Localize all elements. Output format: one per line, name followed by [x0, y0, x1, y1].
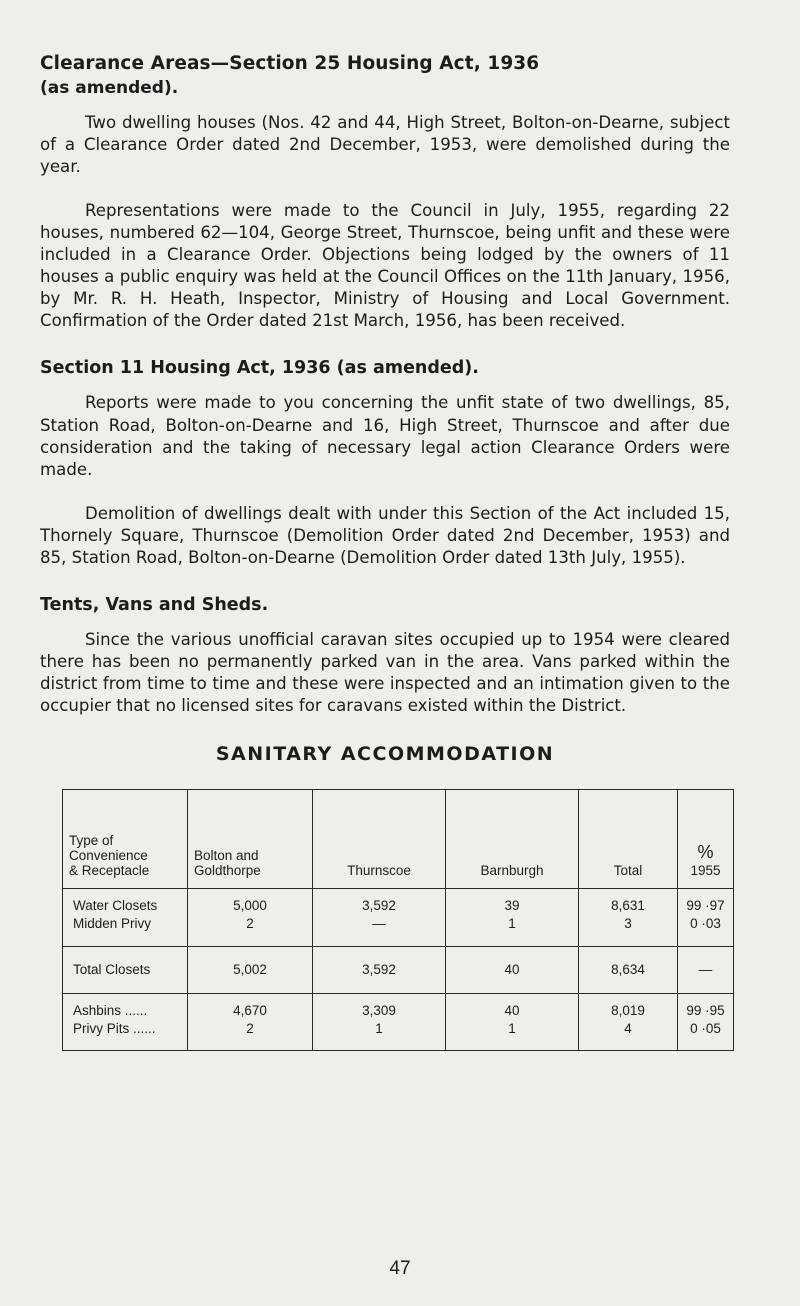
row-label: Water Closets Midden Privy: [63, 889, 188, 946]
table-row: [63, 993, 734, 1050]
header-bolton: Bolton and Goldthorpe: [188, 790, 313, 889]
header-thurnscoe: Thurnscoe: [313, 790, 446, 889]
section11-heading: Section 11 Housing Act, 1936 (as amended).: [40, 358, 479, 379]
cell-bolton: 4,670 2: [188, 993, 313, 1050]
cell-total: 8,631 3: [579, 889, 678, 946]
table-header-row: [63, 790, 734, 889]
cell-barnburgh: 40 1: [446, 993, 579, 1050]
cell-percent: —: [678, 946, 734, 993]
cell-thurnscoe: 3,592 —: [313, 889, 446, 946]
cell-total: 8,634: [579, 946, 678, 993]
page-number: 47: [389, 1258, 411, 1279]
header-total: Total: [579, 790, 678, 889]
cell-percent: 99 ·97 0 ·03: [678, 889, 734, 946]
cell-bolton: 5,000 2: [188, 889, 313, 946]
clearance-paragraph-2: Representations were made to the Council in July, 1955, regarding 22 houses, numbered 62—104, George Street, Thurnscoe, being unfit and these were included in a Clearance Order. Objections being lodged by the owners of 11 houses a public enquiry was held at the Council Offices on the 11th January, 1956, by Mr. R. H. Heath, Inspector, Ministry of Housing and Local Government. Confirmation of the Order dated 21st March, 1956, has been received.: [40, 201, 730, 331]
sanitary-table-title: SANITARY ACCOMMODATION: [215, 743, 555, 766]
sanitary-accommodation-table: [62, 789, 734, 1051]
cell-total: 8,019 4: [579, 993, 678, 1050]
row-label: Total Closets: [63, 946, 188, 993]
cell-thurnscoe: 3,592: [313, 946, 446, 993]
tents-paragraph-1: Since the various unofficial caravan sites occupied up to 1954 were cleared there has been no permanently parked van in the area. Vans parked within the district from time to time and these were inspected and an intimation given to the occupier that no licensed sites for caravans existed within the District.: [40, 629, 730, 716]
section11-paragraph-2: Demolition of dwellings dealt with under this Section of the Act included 15, Thornely Square, Thurnscoe (Demolition Order dated 2nd December, 1953) and 85, Station Road, Bolton-on-Dearne (Demolition Order dated 13th July, 1955).: [40, 503, 730, 567]
header-percent: % 1955: [678, 790, 734, 889]
tents-heading: Tents, Vans and Sheds.: [40, 594, 269, 615]
document-page: [40, 52, 730, 1051]
header-barnburgh: Barnburgh: [446, 790, 579, 889]
clearance-heading: Clearance Areas—Section 25 Housing Act, 1936: [40, 53, 540, 74]
cell-thurnscoe: 3,309 1: [313, 993, 446, 1050]
cell-percent: 99 ·95 0 ·05: [678, 993, 734, 1050]
clearance-paragraph-1: Two dwelling houses (Nos. 42 and 44, High Street, Bolton-on-Dearne, subject of a Clearance Order dated 2nd December, 1953, were demolished during the year.: [40, 112, 730, 177]
row-label: Ashbins ...... Privy Pits ......: [63, 993, 188, 1050]
clearance-subheading: (as amended).: [40, 77, 179, 98]
header-type: Type of Convenience & Receptacle: [63, 790, 188, 889]
section11-paragraph-1: Reports were made to you concerning the unfit state of two dwellings, 85, Station Road, Bolton-on-Dearne and 16, High Street, Thurnscoe and after due consideration and the taking of necessary legal action Clearance Orders were made.: [40, 393, 730, 479]
cell-barnburgh: 40: [446, 946, 579, 993]
table-row: [63, 946, 734, 993]
cell-barnburgh: 39 1: [446, 889, 579, 946]
cell-bolton: 5,002: [188, 946, 313, 993]
table-row: [63, 889, 734, 946]
